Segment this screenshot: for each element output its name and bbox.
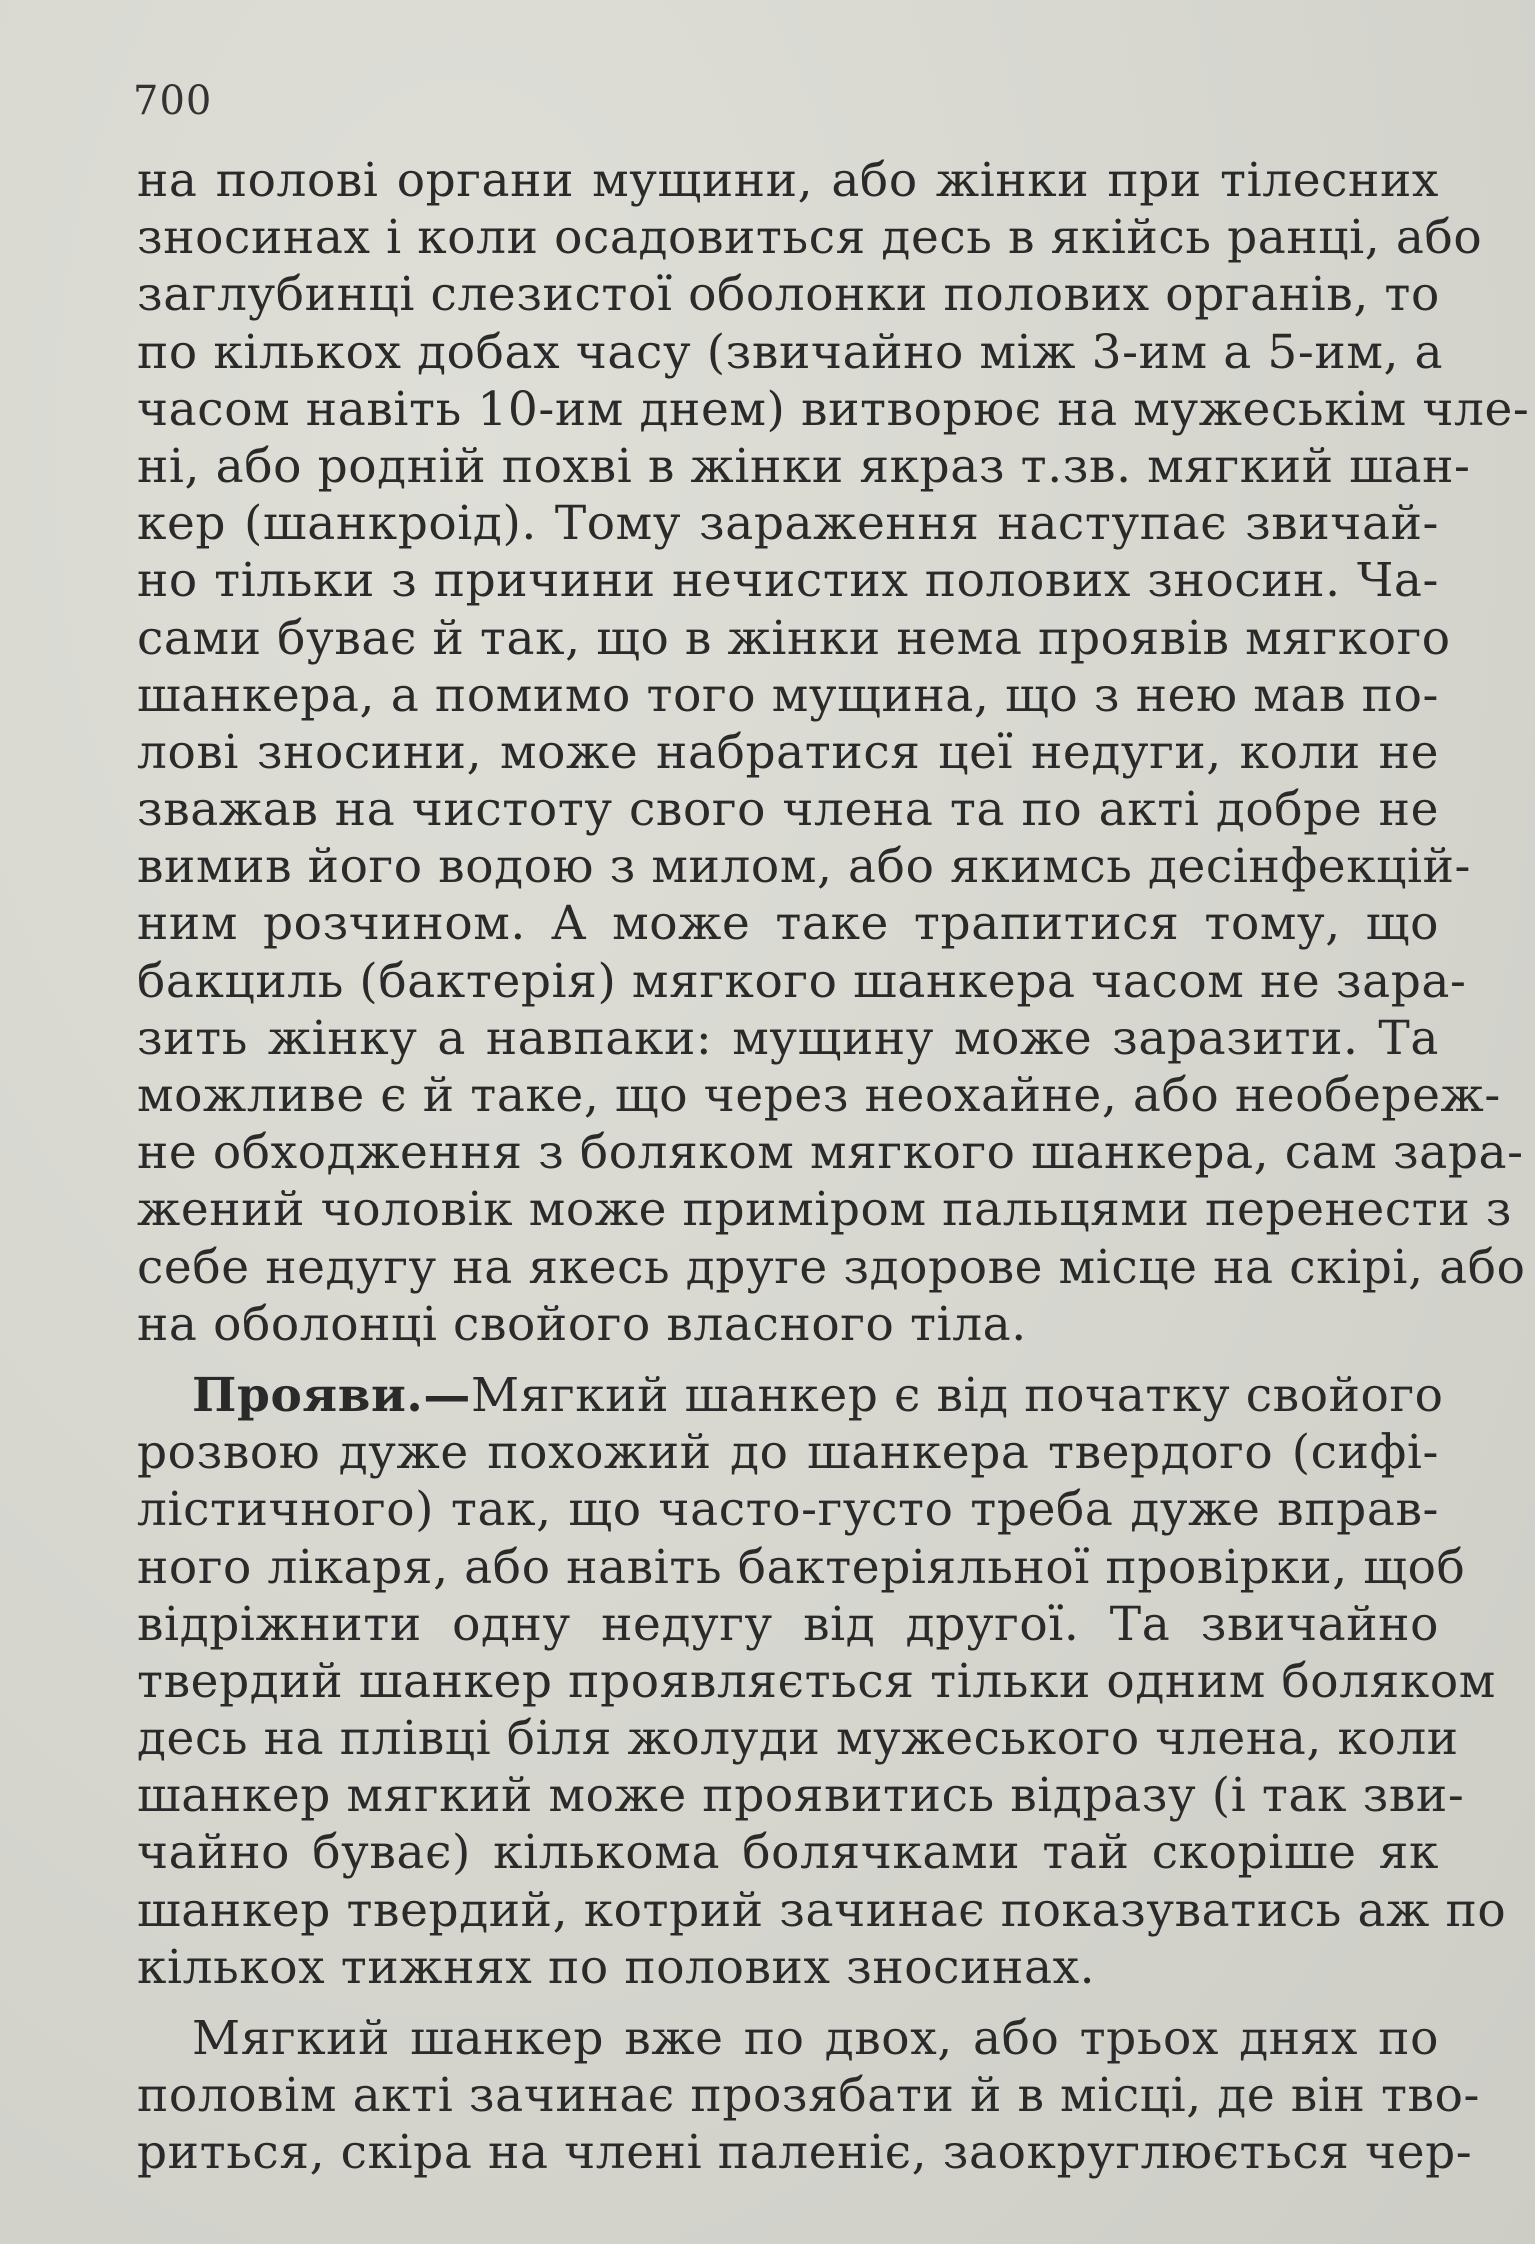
text-line: зносинах і коли осадовиться десь в якійсь ранці, або bbox=[137, 210, 1483, 266]
text-body bbox=[137, 152, 1530, 2182]
text-line: бакциль (бактерія) мягкого шанкера часом не зара- bbox=[137, 953, 1467, 1009]
text-line: шанкера, а помимо того мущина, що з нею мав по- bbox=[137, 667, 1439, 723]
text-line: лові зносини, може набратися цеї недуги, коли не bbox=[137, 724, 1439, 780]
text-line: но тільки з причини нечистих полових зносин. Ча- bbox=[137, 553, 1439, 609]
page-number: 700 bbox=[133, 78, 213, 124]
text-line: Мягкий шанкер вже по двох, або трьох днях по bbox=[192, 2011, 1439, 2066]
text-line: відріжнити одну недугу від другої. Та звичайно bbox=[137, 1596, 1439, 1652]
text-line: можливе є й таке, що через неохайне, або необереж- bbox=[137, 1068, 1501, 1123]
text-line-rest: Мягкий шанкер є від початку свойого bbox=[471, 1367, 1444, 1423]
text-line: вимив його водою з милом, або якимсь десінфекцій- bbox=[137, 839, 1472, 895]
text-line: ного лікаря, або навіть бактеріяльної провірки, щоб bbox=[137, 1539, 1466, 1595]
text-line: ним розчином. А може таке трапитися тому, що bbox=[137, 896, 1439, 952]
text-line: половім акті зачинає прозябати й в місці, де він тво- bbox=[137, 2068, 1480, 2124]
text-line: заглубинці слезистої оболонки полових органів, то bbox=[137, 267, 1440, 323]
text-line: сами буває й так, що в жінки нема проявів мягкого bbox=[137, 610, 1451, 666]
text-line: не обходження з боляком мягкого шанкера, сам зара- bbox=[137, 1125, 1524, 1181]
text-line: лістичного) так, що часто-густо треба дуже вправ- bbox=[137, 1482, 1439, 1538]
text-line: чайно буває) кількома болячками тай скоріше як bbox=[137, 1825, 1439, 1881]
text-line: жений чоловік може приміром пальцями перенести з bbox=[137, 1182, 1513, 1238]
text-line: шанкер мягкий може проявитись відразу (і так зви- bbox=[137, 1768, 1465, 1824]
text-line: зважав на чистоту свого члена та по акті добре не bbox=[137, 782, 1439, 838]
text-line: кер (шанкроід). Тому зараження наступає звичай- bbox=[137, 496, 1439, 552]
text-line: кількох тижнях по полових зносинах. bbox=[137, 1939, 1096, 1995]
text-line: себе недугу на якесь друге здорове місце на скірі, або bbox=[137, 1239, 1526, 1295]
paragraph bbox=[137, 2010, 1480, 2182]
text-line: на оболонці свойого власного тіла. bbox=[137, 1296, 1027, 1352]
text-line: на полові органи мущини, або жінки при тілесних bbox=[137, 153, 1439, 208]
text-line: розвою дуже похожий до шанкера твердого (сифі- bbox=[137, 1425, 1439, 1481]
text-line: твердий шанкер проявляється тільки одним боляком bbox=[137, 1653, 1496, 1709]
text-line: зить жінку а навпаки: мущину може заразити. Та bbox=[137, 1010, 1439, 1066]
text-line bbox=[137, 1367, 1444, 1424]
text-line: часом навіть 10-им днем) витворює на мужеськім чле- bbox=[137, 381, 1530, 437]
section-heading: Прояви.— bbox=[192, 1367, 471, 1423]
text-line: ні, або родній похві в жінки якраз т.зв. мягкий шан- bbox=[137, 438, 1471, 494]
text-line: риться, скіра на члені паленіє, заокруглюється чер- bbox=[137, 2125, 1473, 2181]
text-line: по кількох добах часу (звичайно між 3-им а 5-им, а bbox=[137, 324, 1444, 380]
text-line: шанкер твердий, котрий зачинає показуватись аж по bbox=[137, 1882, 1507, 1938]
text-line: десь на плівці біля жолуди мужеського члена, коли bbox=[137, 1711, 1459, 1767]
paragraph bbox=[137, 1367, 1507, 1996]
paragraph bbox=[137, 152, 1530, 1353]
